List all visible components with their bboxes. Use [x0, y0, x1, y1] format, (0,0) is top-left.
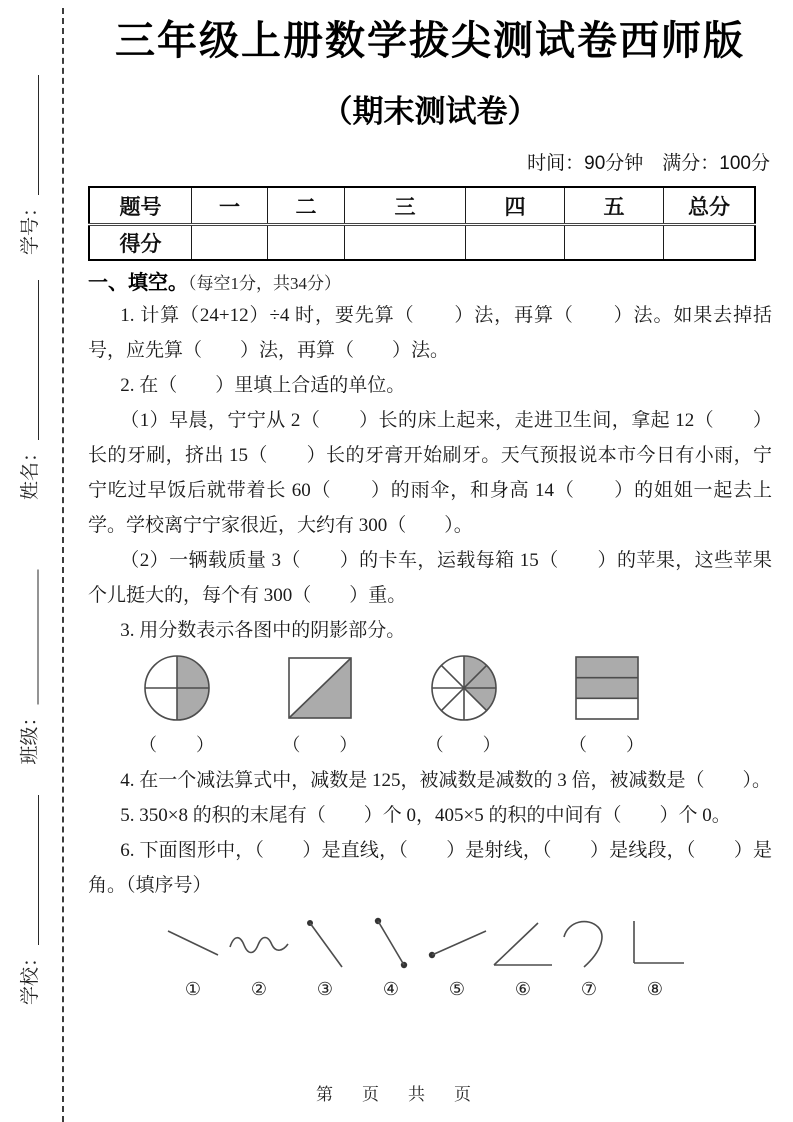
figure-8-right-angle — [622, 915, 688, 1000]
score-table-header-cell: 二 — [268, 187, 345, 225]
student-name-field — [17, 280, 43, 500]
section1-note: （每空1分，共34分） — [188, 274, 341, 293]
line-figures-row — [88, 903, 772, 1000]
answer-blank: （ ） — [282, 735, 359, 755]
fraction-figure-square-diagonal — [281, 654, 359, 757]
square-half-shaded-icon — [282, 654, 358, 722]
figure-label: ⑦ — [580, 979, 598, 999]
question-2-sub1: （1）早晨，宁宁从 2（ ）长的床上起来，走进卫生间，拿起 12（ ）长的牙刷，挤出 15（ ）长的牙膏开始刷牙。天气预报说本市今日有小雨，宁宁吃过早饭后就带着长 60（ ）的雨伞，和身高 14（ ）的姐姐一起去上学。学校离宁宁家很近，大约有 300（ ）。 — [88, 410, 772, 536]
ray-icon — [292, 915, 358, 973]
circle-4-parts-2-shaded-icon — [139, 654, 215, 722]
figure-label: ③ — [316, 979, 334, 999]
score-table-header-cell: 四 — [466, 187, 565, 225]
school-label: 学校： — [20, 947, 41, 1005]
figure-label: ⑧ — [646, 979, 664, 999]
figure-label: ① — [184, 979, 202, 999]
student-number-blank-line — [38, 75, 39, 195]
score-table-score-row — [89, 225, 755, 261]
class-field — [17, 570, 43, 765]
section1-title: 一、填空。 — [88, 272, 188, 294]
score-table-header-cell: 题号 — [89, 187, 192, 225]
page-footer: 第 页 共 页 — [316, 1085, 477, 1104]
slanted-line-icon — [160, 915, 226, 973]
fraction-figure-square-thirds — [568, 654, 646, 757]
answer-blank: （ ） — [425, 735, 502, 755]
score-table-header-cell: 一 — [192, 187, 268, 225]
paper-subtitle: （期末测试卷） — [321, 94, 539, 129]
segment-icon — [358, 915, 424, 973]
question-2-sub2: （2）一辆载质量 3（ ）的卡车，运载每箱 15（ ）的苹果，这些苹果个儿挺大的，每个有 300（ ）重。 — [88, 550, 772, 606]
figure-7-curve — [556, 915, 622, 1000]
ray-icon — [424, 915, 490, 973]
question-2: 2. 在（ ）里填上合适的单位。 — [120, 375, 406, 396]
score-table — [88, 186, 756, 261]
student-name-blank-line — [38, 280, 39, 440]
paper-title: 三年级上册数学拔尖测试卷西师版 — [115, 19, 745, 63]
figure-6-angle — [490, 915, 556, 1000]
fraction-figure-circle-eighths — [425, 654, 503, 757]
question-1: 1. 计算（24+12）÷4 时，要先算（ ）法，再算（ ）法。如果去掉括号，应先算（ ）法，再算（ ）法。 — [88, 305, 772, 361]
score-cell — [466, 225, 565, 261]
school-field — [17, 795, 43, 1005]
figure-1-line — [160, 915, 226, 1000]
answer-blank: （ ） — [139, 735, 215, 755]
student-number-field — [17, 75, 43, 255]
binding-dashed-line — [62, 8, 64, 1122]
right-angle-icon — [622, 915, 688, 973]
square-thirds-2-shaded-icon — [569, 654, 645, 722]
answer-blank: （ ） — [568, 735, 645, 755]
figure-label: ② — [250, 979, 268, 999]
score-cell — [192, 225, 268, 261]
circle-8-parts-3-shaded-icon — [426, 654, 502, 722]
figure-4-segment — [358, 915, 424, 1000]
class-blank-line — [38, 570, 39, 705]
question-5: 5. 350×8 的积的末尾有（ ）个 0，405×5 的积的中间有（ ）个 0。 — [120, 805, 731, 826]
student-name-label: 姓名： — [20, 442, 41, 500]
figure-5-ray — [424, 915, 490, 1000]
figure-3-ray — [292, 915, 358, 1000]
score-table-header-cell: 总分 — [664, 187, 756, 225]
student-number-label: 学号： — [20, 197, 41, 255]
question-6: 6. 下面图形中，（ ）是直线，（ ）是射线，（ ）是线段，（ ）是角。（填序号） — [88, 840, 772, 896]
score-table-header-cell: 三 — [345, 187, 466, 225]
figure-label: ④ — [382, 979, 400, 999]
time-and-score-info: 时间：90分钟 满分：100分 — [527, 153, 770, 174]
class-label: 班级： — [19, 707, 41, 765]
score-row-label: 得分 — [89, 225, 192, 261]
score-table-header-row — [89, 187, 755, 225]
question-3: 3. 用分数表示各图中的阴影部分。 — [120, 620, 406, 641]
question-4: 4. 在一个减法算式中，减数是 125，被减数是减数的 3 倍，被减数是（ ）。 — [120, 770, 772, 791]
score-cell — [268, 225, 345, 261]
test-paper — [88, 0, 772, 1000]
school-blank-line — [38, 795, 39, 945]
wavy-curve-icon — [226, 915, 292, 973]
curved-arc-icon — [556, 915, 622, 973]
figure-label: ⑥ — [514, 979, 532, 999]
figure-label: ⑤ — [448, 979, 466, 999]
score-cell — [345, 225, 466, 261]
score-cell — [565, 225, 664, 261]
section1-heading — [88, 269, 772, 298]
score-table-header-cell: 五 — [565, 187, 664, 225]
acute-angle-icon — [490, 915, 556, 973]
fraction-figure-circle-quarters — [138, 654, 216, 757]
figure-2-curve — [226, 915, 292, 1000]
fraction-figures-row — [88, 648, 772, 757]
